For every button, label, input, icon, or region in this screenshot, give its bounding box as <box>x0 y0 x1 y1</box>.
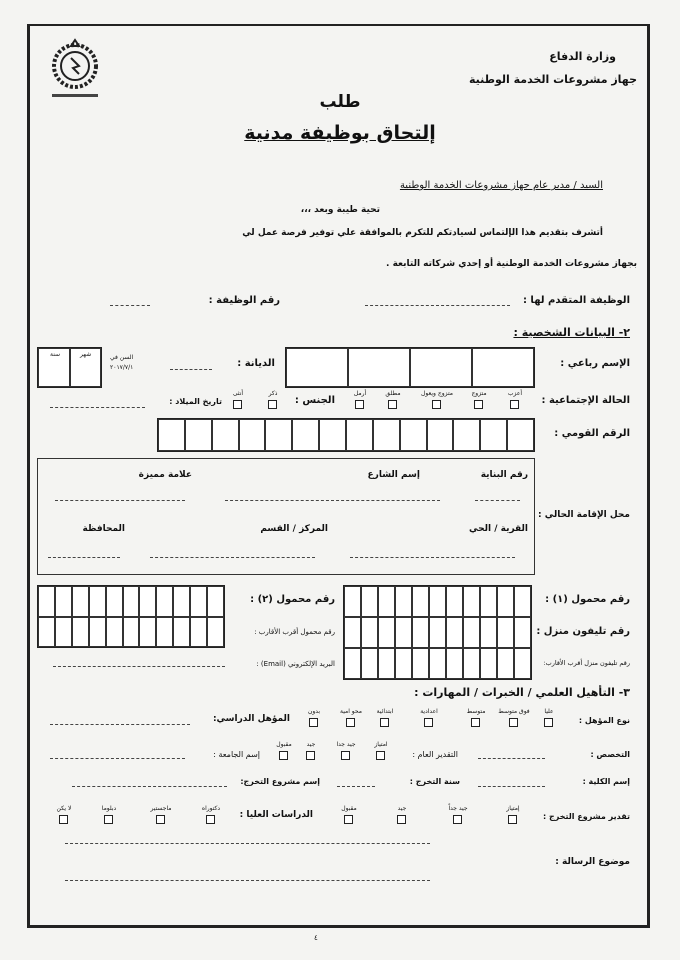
digit-cell[interactable] <box>173 617 190 648</box>
digit-cell[interactable] <box>463 586 480 617</box>
address-district: المركز / القسم <box>260 524 328 534</box>
digit-cell[interactable] <box>319 419 346 451</box>
digit-cell[interactable] <box>378 648 395 679</box>
relative-home-label: رقم تليفون منزل أقرب الأقارب: <box>543 659 630 667</box>
mobile1-label: رقم محمول (١) : <box>545 594 630 605</box>
digit-cell[interactable] <box>89 617 106 648</box>
digit-cell[interactable] <box>453 419 480 451</box>
digit-cell[interactable] <box>497 586 514 617</box>
address-governorate: المحافظة <box>82 524 125 534</box>
digit-cell[interactable] <box>378 586 395 617</box>
college-label: إسم الكلية : <box>582 777 630 786</box>
thesis-label: موضوع الرسالة : <box>555 857 630 867</box>
address-street: إسم الشارع <box>367 470 420 480</box>
address-village: القرية / الحي <box>469 524 528 534</box>
grade-checkbox[interactable] <box>376 751 385 760</box>
digit-cell[interactable] <box>497 648 514 679</box>
marital-option-label: متزوج ويعول <box>421 390 453 397</box>
age-date: ٢٠١٧/٧/١ <box>110 364 134 371</box>
grad-year-field[interactable] <box>337 786 375 787</box>
gender-label: الجنس : <box>294 395 335 406</box>
village-field[interactable] <box>350 557 515 558</box>
project-grade-label: تقدير مشروع التخرج : <box>543 812 630 821</box>
digit-cell[interactable] <box>55 586 72 617</box>
gender-checkbox[interactable] <box>233 400 242 409</box>
digit-cell[interactable] <box>292 419 319 451</box>
address-building: رقم البناية <box>480 470 528 480</box>
project-grade-checkbox[interactable] <box>508 815 517 824</box>
qualification-type-option-label: محو امية <box>339 708 362 715</box>
grade-option-label: جيد <box>306 741 316 748</box>
digit-cell[interactable] <box>446 586 463 617</box>
marital-option-label: أرمل <box>353 390 367 397</box>
digit-cell[interactable] <box>344 617 361 648</box>
education-heading: ٣- التأهيل العلمي / الخبرات / المهارات : <box>414 686 630 699</box>
qualification-type-checkbox[interactable] <box>309 718 318 727</box>
digit-cell[interactable] <box>38 586 55 617</box>
degree-label: المؤهل الدراسي: <box>212 714 290 724</box>
digit-cell[interactable] <box>507 419 534 451</box>
religion-field[interactable] <box>170 369 212 370</box>
age-year-label: سنة <box>50 351 61 358</box>
digit-cell[interactable] <box>106 586 123 617</box>
age-field[interactable] <box>37 347 102 388</box>
qualification-type-checkbox[interactable] <box>346 718 355 727</box>
postgrad-option-label: لا يكن <box>56 805 72 812</box>
ministry-name: وزارة الدفاع <box>549 50 616 63</box>
phone-grid-left[interactable] <box>37 585 225 648</box>
grade-option-label: مقبول <box>276 741 292 748</box>
digit-cell[interactable] <box>395 648 412 679</box>
gender-option-label: ذكر <box>268 390 278 397</box>
name-label: الإسم رباعي : <box>560 358 630 369</box>
birth-date-label: تاريخ الميلاد : <box>169 397 222 406</box>
job-number-field[interactable] <box>110 305 150 306</box>
marital-option-label: متزوج <box>471 390 487 397</box>
letter-body-2: بجهاز مشروعات الخدمة الوطنية أو إحدي شركاته التابعة . <box>386 259 637 269</box>
digit-cell[interactable] <box>55 617 72 648</box>
project-grade-checkbox[interactable] <box>453 815 462 824</box>
thesis-field-line1[interactable] <box>65 843 430 844</box>
grade-checkbox[interactable] <box>306 751 315 760</box>
digit-cell[interactable] <box>446 648 463 679</box>
digit-cell[interactable] <box>38 617 55 648</box>
digit-cell[interactable] <box>207 617 224 648</box>
digit-cell[interactable] <box>463 648 480 679</box>
postgrad-checkbox[interactable] <box>104 815 113 824</box>
digit-cell[interactable] <box>395 586 412 617</box>
greeting: تحية طيبة وبعد ،،، <box>300 205 380 215</box>
page-number: ٤ <box>314 934 318 942</box>
marital-label: الحالة الإجتماعية : <box>541 395 630 406</box>
form-subtitle: إلتحاق بوظيفة مدنية <box>244 122 436 144</box>
postgrad-option-label: دبلوما <box>101 805 117 812</box>
grade-option-label: جيد جدا <box>336 741 356 748</box>
digit-cell[interactable] <box>514 617 531 648</box>
digit-cell[interactable] <box>344 586 361 617</box>
marital-checkbox[interactable] <box>432 400 441 409</box>
grade-label: التقدير العام : <box>412 750 458 759</box>
governorate-field[interactable] <box>48 557 120 558</box>
postgrad-checkbox[interactable] <box>156 815 165 824</box>
digit-cell[interactable] <box>72 617 89 648</box>
project-grade-option-label: جيد <box>397 805 407 812</box>
digit-cell[interactable] <box>429 586 446 617</box>
digit-cell[interactable] <box>346 419 373 451</box>
age-label: السن في <box>110 354 134 361</box>
personal-heading: ٢- البيانات الشخصية : <box>513 326 630 339</box>
landmark-field[interactable] <box>55 500 185 501</box>
digit-cell[interactable] <box>123 617 140 648</box>
digit-cell[interactable] <box>89 586 106 617</box>
college-field[interactable] <box>478 786 545 787</box>
digit-cell[interactable] <box>400 419 427 451</box>
project-grade-checkbox[interactable] <box>344 815 353 824</box>
digit-cell[interactable] <box>429 648 446 679</box>
qualification-type-checkbox[interactable] <box>471 718 480 727</box>
digit-cell[interactable] <box>139 586 156 617</box>
digit-cell[interactable] <box>378 617 395 648</box>
mobile2-label: رقم محمول (٢) : <box>250 594 335 605</box>
digit-cell[interactable] <box>480 617 497 648</box>
grade-checkbox[interactable] <box>279 751 288 760</box>
digit-cell[interactable] <box>412 648 429 679</box>
digit-cell[interactable] <box>480 419 507 451</box>
digit-cell[interactable] <box>185 419 212 451</box>
marital-checkbox[interactable] <box>388 400 397 409</box>
address-label: محل الإقامة الحالي : <box>538 510 630 520</box>
project-grade-option-label: إمتياز <box>506 805 520 812</box>
digit-cell[interactable] <box>373 419 400 451</box>
birth-date-field[interactable] <box>50 407 145 408</box>
address-landmark: علامة مميزة <box>138 470 192 480</box>
digit-cell[interactable] <box>446 617 463 648</box>
addressee: السيد / مدير عام جهاز مشروعات الخدمة الوطنية <box>399 180 603 191</box>
letter-body-1: أتشرف بتقديم هذا الإلتماس لسيادتكم للتكرم بالموافقة علي توفير فرصة عمل لي <box>242 228 603 238</box>
digit-cell[interactable] <box>427 419 454 451</box>
digit-cell[interactable] <box>480 648 497 679</box>
email-label: البريد الإلكتروني (Email) : <box>256 660 335 668</box>
qualification-type-checkbox[interactable] <box>380 718 389 727</box>
project-grade-option-label: مقبول <box>341 805 357 812</box>
digit-cell[interactable] <box>497 617 514 648</box>
digit-cell[interactable] <box>429 617 446 648</box>
specialty-label: التخصص : <box>590 750 630 759</box>
qualification-type-option-label: متوسط <box>466 708 486 715</box>
project-name-field[interactable] <box>72 786 227 787</box>
building-field[interactable] <box>475 500 520 501</box>
relative-mobile-label: رقم محمول أقرب الأقارب : <box>254 628 335 636</box>
qualification-type-checkbox[interactable] <box>424 718 433 727</box>
digit-cell[interactable] <box>139 617 156 648</box>
digit-cell[interactable] <box>412 586 429 617</box>
national-id-label: الرقم القومي : <box>554 428 630 439</box>
qualification-type-option-label: عليا <box>544 708 554 715</box>
project-grade-checkbox[interactable] <box>397 815 406 824</box>
applied-job-field[interactable] <box>365 305 510 306</box>
gender-option-label: أنثى <box>232 390 244 397</box>
specialty-field[interactable] <box>478 758 545 759</box>
national-id-field[interactable] <box>157 418 535 452</box>
university-label: إسم الجامعة : <box>213 750 260 759</box>
digit-cell[interactable] <box>123 586 140 617</box>
digit-cell[interactable] <box>265 419 292 451</box>
marital-option-label: أعزب <box>507 390 523 397</box>
digit-cell[interactable] <box>158 419 185 451</box>
marital-option-label: مطلق <box>385 390 401 397</box>
qualification-type-option-label: ابتدائية <box>376 708 394 715</box>
digit-cell[interactable] <box>412 617 429 648</box>
job-number-label: رقم الوظيفة : <box>208 295 280 306</box>
postgrad-option-label: دكتوراه <box>201 805 221 812</box>
degree-field[interactable] <box>50 724 190 725</box>
digit-cell[interactable] <box>212 419 239 451</box>
street-field[interactable] <box>225 500 440 501</box>
marital-checkbox[interactable] <box>510 400 519 409</box>
age-month-label: شهر <box>80 351 92 358</box>
grade-checkbox[interactable] <box>341 751 350 760</box>
digit-cell[interactable] <box>395 617 412 648</box>
digit-cell[interactable] <box>190 617 207 648</box>
digit-cell[interactable] <box>239 419 266 451</box>
digit-cell[interactable] <box>361 617 378 648</box>
digit-cell[interactable] <box>361 586 378 617</box>
applied-job-label: الوظيفة المتقدم لها : <box>522 295 630 306</box>
district-field[interactable] <box>150 557 315 558</box>
qualification-type-checkbox[interactable] <box>544 718 553 727</box>
digit-cell[interactable] <box>190 586 207 617</box>
qualification-type-label: نوع المؤهل : <box>578 716 630 725</box>
form-title: طلب <box>319 92 361 112</box>
digit-cell[interactable] <box>514 586 531 617</box>
agency-name: جهاز مشروعات الخدمة الوطنية <box>469 73 637 86</box>
postgrad-label: الدراسات العليا : <box>239 810 313 820</box>
gender-checkbox[interactable] <box>268 400 277 409</box>
digit-cell[interactable] <box>344 648 361 679</box>
qualification-type-option-label: بدون <box>307 708 321 715</box>
digit-cell[interactable] <box>106 617 123 648</box>
thesis-field-line2[interactable] <box>65 880 430 881</box>
qualification-type-option-label: فوق متوسط <box>498 708 530 715</box>
digit-cell[interactable] <box>361 648 378 679</box>
digit-cell[interactable] <box>156 586 173 617</box>
postgrad-checkbox[interactable] <box>206 815 215 824</box>
qualification-type-option-label: اعدادية <box>420 708 438 715</box>
marital-checkbox[interactable] <box>355 400 364 409</box>
digit-cell[interactable] <box>173 586 190 617</box>
postgrad-checkbox[interactable] <box>59 815 68 824</box>
name-field[interactable] <box>285 347 535 388</box>
digit-cell[interactable] <box>72 586 89 617</box>
religion-label: الديانة : <box>237 358 275 369</box>
digit-cell[interactable] <box>463 617 480 648</box>
email-field[interactable] <box>53 666 225 667</box>
digit-cell[interactable] <box>156 617 173 648</box>
digit-cell[interactable] <box>480 586 497 617</box>
digit-cell[interactable] <box>207 586 224 617</box>
digit-cell[interactable] <box>514 648 531 679</box>
phone-grid-right[interactable] <box>343 585 532 680</box>
university-field[interactable] <box>50 758 185 759</box>
grade-option-label: امتياز <box>374 741 388 748</box>
marital-checkbox[interactable] <box>474 400 483 409</box>
home-phone-label: رقم تليفون منزل : <box>536 626 630 637</box>
project-grade-option-label: جيد جداً <box>448 805 468 812</box>
project-name-label: إسم مشروع التخرج: <box>240 777 320 786</box>
qualification-type-checkbox[interactable] <box>509 718 518 727</box>
postgrad-option-label: ماجستير <box>150 805 172 812</box>
grad-year-label: سنة التخرج : <box>409 777 460 786</box>
